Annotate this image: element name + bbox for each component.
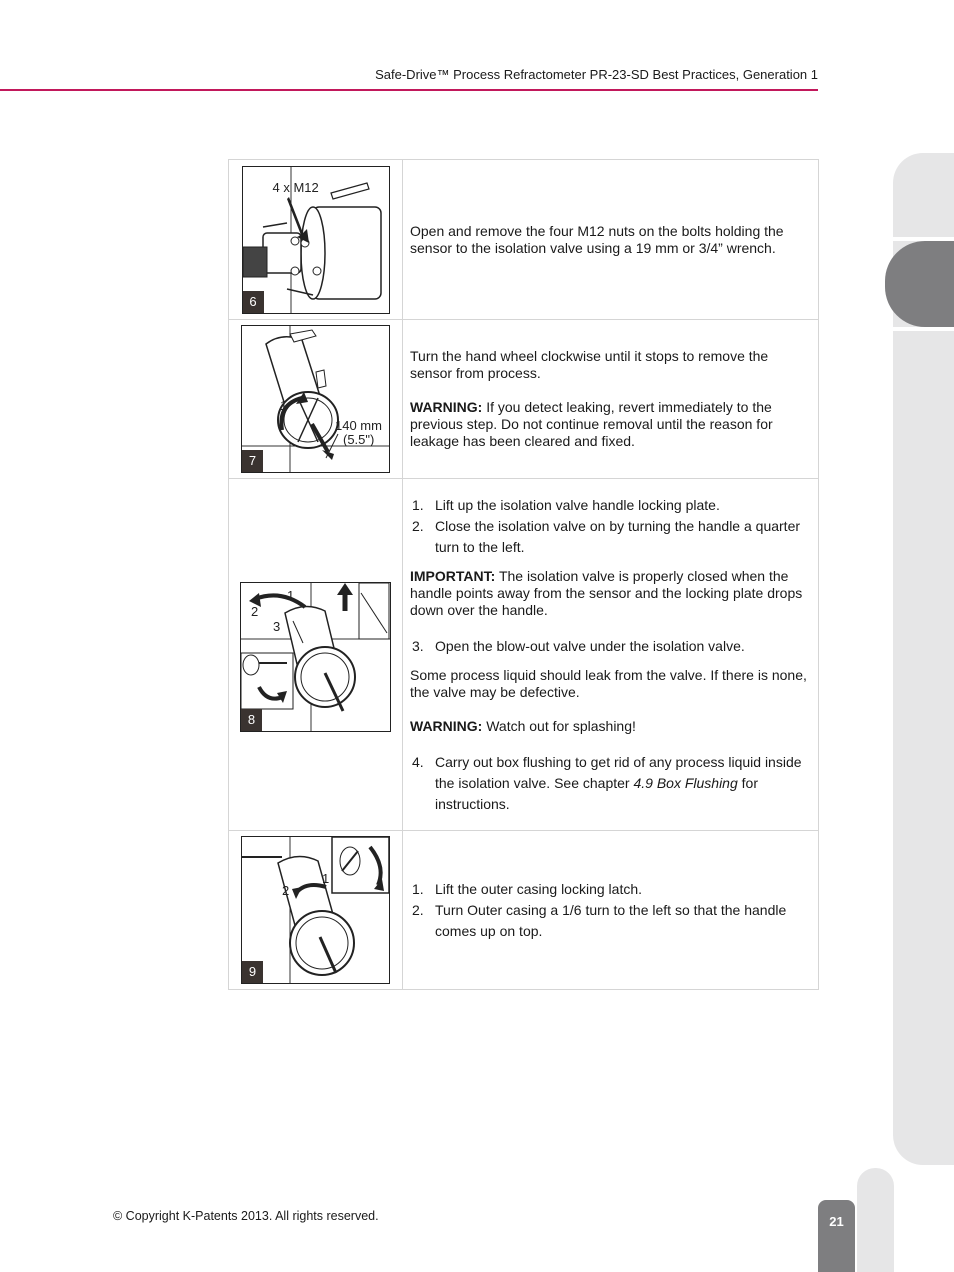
- step-image-cell: [229, 831, 403, 989]
- copyright-footer: © Copyright K-Patents 2013. All rights reserved.: [113, 1209, 379, 1223]
- step-number-badge: 8: [241, 709, 262, 731]
- chapter-reference-link[interactable]: 4.9 Box Flushing: [633, 774, 738, 791]
- important-label: IMPORTANT:: [410, 567, 496, 584]
- list-item: 4. Carry out box flushing to get rid of any process liquid inside the isolation valve. See chapter 4.9 Box Flushing for instructions.: [412, 753, 802, 812]
- step-6-illustration: [242, 166, 390, 314]
- warning-text: If you detect leaking, revert immediately to the previous step. Do not continue removal until the reason for leakage has been cleared and fixed.: [410, 399, 773, 449]
- step-row-8: [229, 478, 818, 830]
- warning-label: WARNING:: [410, 399, 483, 415]
- step-row-9: [229, 830, 818, 989]
- header-rule: [0, 89, 818, 91]
- step-8-illustration: [240, 582, 391, 732]
- illustration-label: 1: [322, 871, 330, 886]
- side-tab-separator: [893, 327, 954, 331]
- step-7-illustration: [241, 325, 390, 473]
- bottom-side-tab: [857, 1168, 894, 1272]
- illustration-label: (5.5"): [343, 432, 375, 447]
- steps-table: [228, 159, 819, 990]
- step-image-cell: [229, 320, 403, 478]
- important-text: The isolation valve is properly closed when the handle points away from the sensor and the locking plate drops down over the handle.: [410, 567, 803, 618]
- step-row-7: [229, 319, 818, 478]
- illustration-label: 3: [273, 618, 281, 634]
- step-9-illustration: [241, 836, 390, 984]
- instruction-list: [410, 752, 810, 815]
- warning-paragraph: [410, 718, 810, 735]
- step-text-cell: [403, 160, 818, 319]
- side-tab-active[interactable]: [885, 241, 954, 327]
- step-number-badge: 9: [242, 961, 263, 983]
- step-number-badge: 6: [243, 291, 264, 313]
- list-item: 2. Close the isolation valve on by turning the handle a quarter turn to the left.: [412, 517, 801, 555]
- illustration-label: 2: [251, 603, 259, 619]
- step-instruction: Open and remove the four M12 nuts on the bolts holding the sensor to the isolation valve using a 19 mm or 3/4” wrench.: [410, 222, 784, 256]
- illustration-label: 4 x M12: [272, 179, 319, 195]
- step-image-cell: [229, 479, 403, 830]
- list-item: 2. Turn Outer casing a 1/6 turn to the left so that the handle comes up on top.: [412, 901, 787, 939]
- warning-paragraph: [410, 399, 810, 450]
- illustration-label: 140 mm: [335, 418, 382, 433]
- illustration-label: 1: [280, 398, 288, 413]
- warning-label: WARNING:: [410, 717, 483, 734]
- illustration-label: 1: [287, 587, 295, 603]
- important-paragraph: [410, 568, 810, 619]
- step-instruction: Turn the hand wheel clockwise until it stops to remove the sensor from process.: [410, 348, 769, 381]
- illustration-label: 2: [282, 883, 290, 898]
- list-item: 1. Lift the outer casing locking latch.: [412, 880, 643, 897]
- step-text-cell: [403, 320, 818, 478]
- step-row-6: [229, 160, 818, 319]
- running-header: Safe-Drive™ Process Refractometer PR-23-SD Best Practices, Generation 1: [375, 67, 818, 82]
- step-number-badge: 7: [242, 450, 263, 472]
- step-text-cell: [403, 831, 818, 989]
- list-item: 3. Open the blow-out valve under the isolation valve.: [412, 637, 745, 654]
- page-number-tab: [818, 1200, 855, 1272]
- note-paragraph: Some process liquid should leak from the valve. If there is none, the valve may be defective.: [410, 666, 807, 700]
- instruction-list: [410, 879, 810, 942]
- step-image-cell: [229, 160, 403, 319]
- step-text-cell: [403, 479, 818, 830]
- warning-text: Watch out for splashing!: [486, 717, 636, 734]
- page-number: 21: [829, 1214, 844, 1229]
- instruction-list: [410, 495, 810, 558]
- instruction-list: [410, 636, 810, 657]
- list-item: 1. Lift up the isolation valve handle locking plate.: [412, 496, 720, 513]
